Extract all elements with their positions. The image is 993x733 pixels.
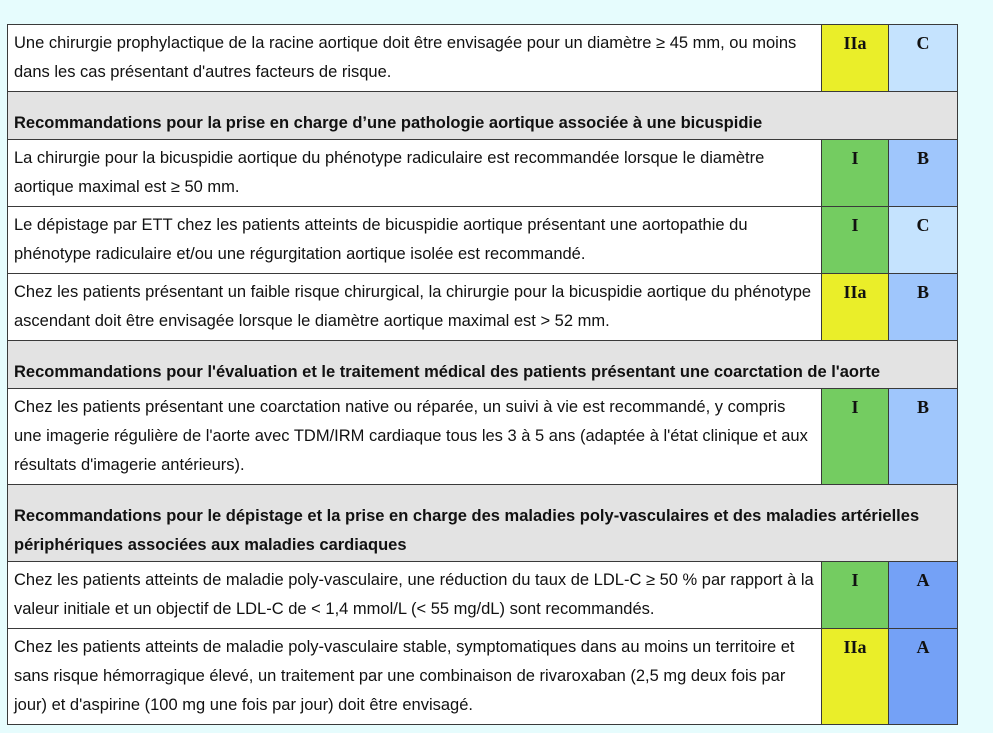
level-badge: B [889,140,958,207]
class-badge: I [822,562,889,629]
level-badge: C [889,207,958,274]
recommendation-row [8,629,958,725]
level-badge: C [889,25,958,92]
section-header-row [8,92,958,140]
level-badge: A [889,562,958,629]
class-badge: IIa [822,25,889,92]
recommendation-text: Chez les patients atteints de maladie poly-vasculaire stable, symptomatiques dans au moins un territoire et sans risque hémorragique élevé, un traitement par une combinaison de rivaroxaban (2,5 mg deux fois par jour) et d'aspirine (100 mg une fois par jour) doit être envisagé. [8,629,822,725]
section-header-row [8,341,958,389]
recommendation-text: Le dépistage par ETT chez les patients atteints de bicuspidie aortique présentant une aortopathie du phénotype radiculaire et/ou une régurgitation aortique isolée est recommandé. [8,207,822,274]
level-badge: A [889,629,958,725]
level-badge: B [889,389,958,485]
recommendation-text: La chirurgie pour la bicuspidie aortique du phénotype radiculaire est recommandée lorsque le diamètre aortique maximal est ≥ 50 mm. [8,140,822,207]
recommendation-text: Chez les patients présentant une coarctation native ou réparée, un suivi à vie est recommandé, y compris une imagerie régulière de l'aorte avec TDM/IRM cardiaque tous les 3 à 5 ans (adaptée à l'état clinique et aux résultats d'imagerie antérieurs). [8,389,822,485]
section-header-row [8,485,958,562]
section-title: Recommandations pour le dépistage et la prise en charge des maladies poly-vasculaires et des maladies artérielles périphériques associées aux maladies cardiaques [8,485,958,562]
level-badge: B [889,274,958,341]
recommendations-table [7,24,958,725]
recommendation-text: Chez les patients atteints de maladie poly-vasculaire, une réduction du taux de LDL-C ≥ 50 % par rapport à la valeur initiale et un objectif de LDL-C de < 1,4 mmol/L (< 55 mg/dL) sont recommandés. [8,562,822,629]
class-badge: IIa [822,629,889,725]
section-title: Recommandations pour la prise en charge d’une pathologie aortique associée à une bicuspidie [8,92,958,140]
recommendation-row [8,25,958,92]
recommendation-text: Une chirurgie prophylactique de la racine aortique doit être envisagée pour un diamètre ≥ 45 mm, ou moins dans les cas présentant d'autres facteurs de risque. [8,25,822,92]
class-badge: I [822,389,889,485]
recommendation-row [8,140,958,207]
recommendation-text: Chez les patients présentant un faible risque chirurgical, la chirurgie pour la bicuspidie aortique du phénotype ascendant doit être envisagée lorsque le diamètre aortique maximal est > 52 mm. [8,274,822,341]
class-badge: I [822,140,889,207]
recommendations-body [8,25,958,725]
class-badge: IIa [822,274,889,341]
recommendation-row [8,274,958,341]
recommendation-row [8,389,958,485]
class-badge: I [822,207,889,274]
section-title: Recommandations pour l'évaluation et le traitement médical des patients présentant une coarctation de l'aorte [8,341,958,389]
recommendation-row [8,562,958,629]
recommendation-row [8,207,958,274]
